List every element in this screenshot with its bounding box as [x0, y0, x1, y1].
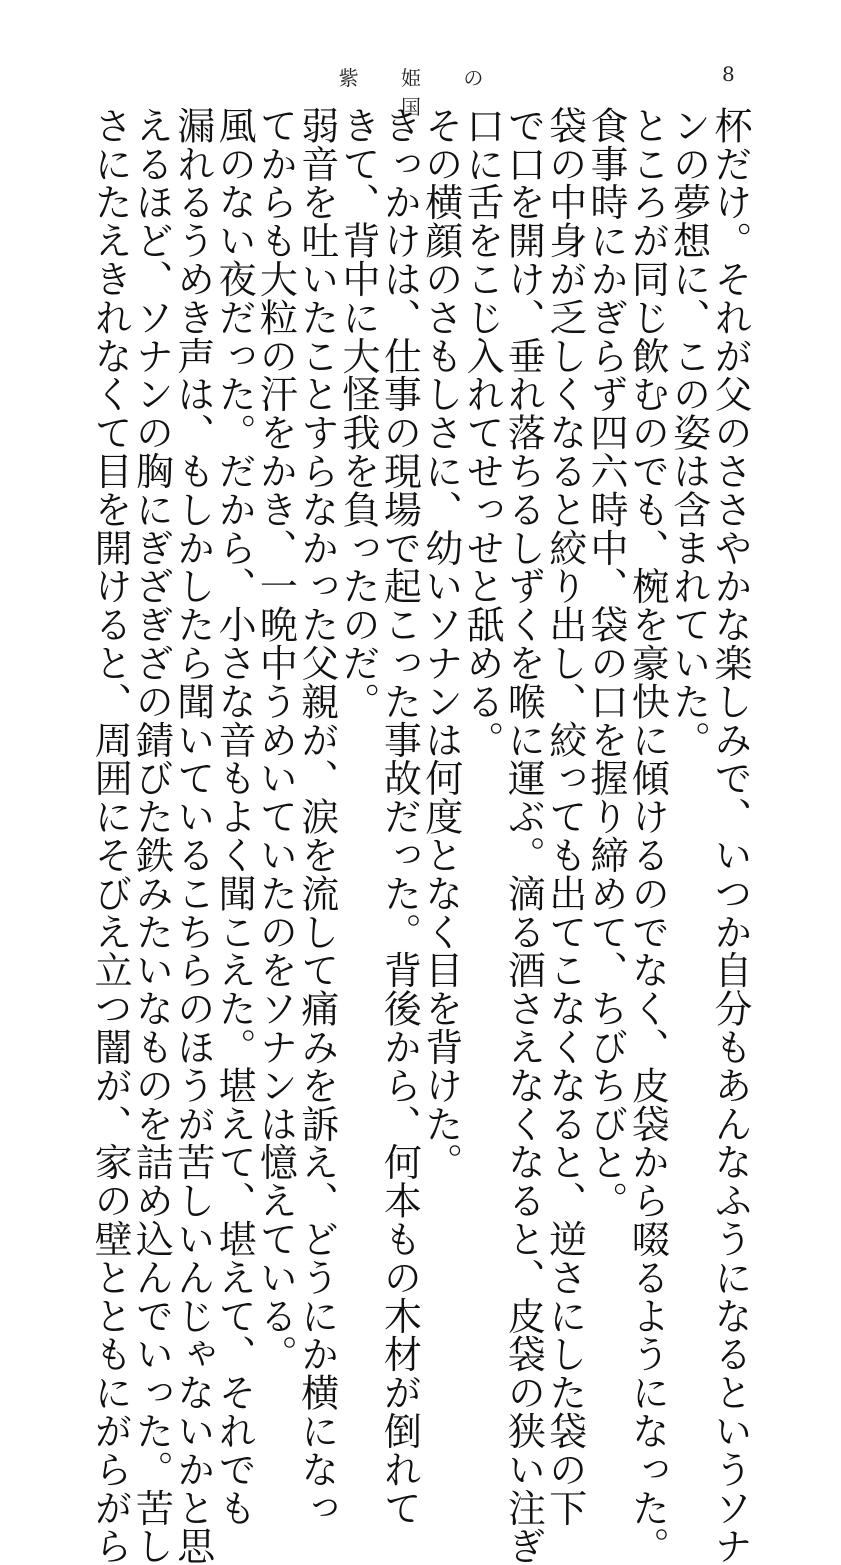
text-line: 杯だけ。それが父のささやかな楽しみで、いつか自分もあんなふうになるというソナ [708, 106, 752, 1565]
text-line: 食事時にかぎらず四六時中、袋の口を握り締めて、ちびちびと。 [584, 106, 629, 1220]
text-line: えるほど、ソナンの胸にぎざぎざの錆びた鉄みたいなものを詰め込んでいった。苦し [129, 106, 174, 1565]
text-line: 袋の中身が乏しくなると絞り出し、絞っても出てこなくなると、逆さにした袋の下 [542, 106, 587, 1527]
text-line: 口に舌をこじ入れてせっせと舐める。 [460, 106, 505, 759]
text-line: さにたえきれなくて目を開けると、周囲にそびえ立つ闇が、家の壁とともにがらがら [88, 106, 133, 1565]
running-head-title: 紫 姫 の 国 [338, 66, 502, 119]
text-line: 漏れるうめき声は、もしかしたら聞いているこちらのほうが苦しいんじゃないかと思 [170, 106, 215, 1565]
text-line: ンの夢想に、この姿は含まれていた。 [666, 106, 711, 759]
body-text [88, 106, 752, 1565]
text-line: 弱音を吐いたことすらなかった父親が、涙を流して痛みを訴え、どうにか横になっ [294, 106, 339, 1527]
page-number: 8 [722, 62, 735, 86]
text-line: てからも大粒の汗をかき、一晩中うめいていたのをソナンは憶えている。 [253, 106, 298, 1374]
text-line: その横顔のさもしさに、幼いソナンは何度となく目を背けた。 [418, 106, 463, 1182]
text-line: きっかけは、仕事の現場で起こった事故だった。背後から、何本もの木材が倒れて [377, 106, 422, 1527]
text-line: 風のない夜だった。だから、小さな音もよく聞こえた。堪えて、堪えて、それでも [212, 106, 257, 1527]
text-line: ところが同じ飲むのでも、椀を豪快に傾けるのでなく、皮袋から啜るようになった。 [625, 106, 670, 1565]
text-line: で口を開け、垂れ落ちるしずくを喉に運ぶ。滴る酒さえなくなると、皮袋の狭い注ぎ [501, 106, 546, 1565]
text-line: きて、背中に大怪我を負ったのだ。 [336, 106, 381, 721]
